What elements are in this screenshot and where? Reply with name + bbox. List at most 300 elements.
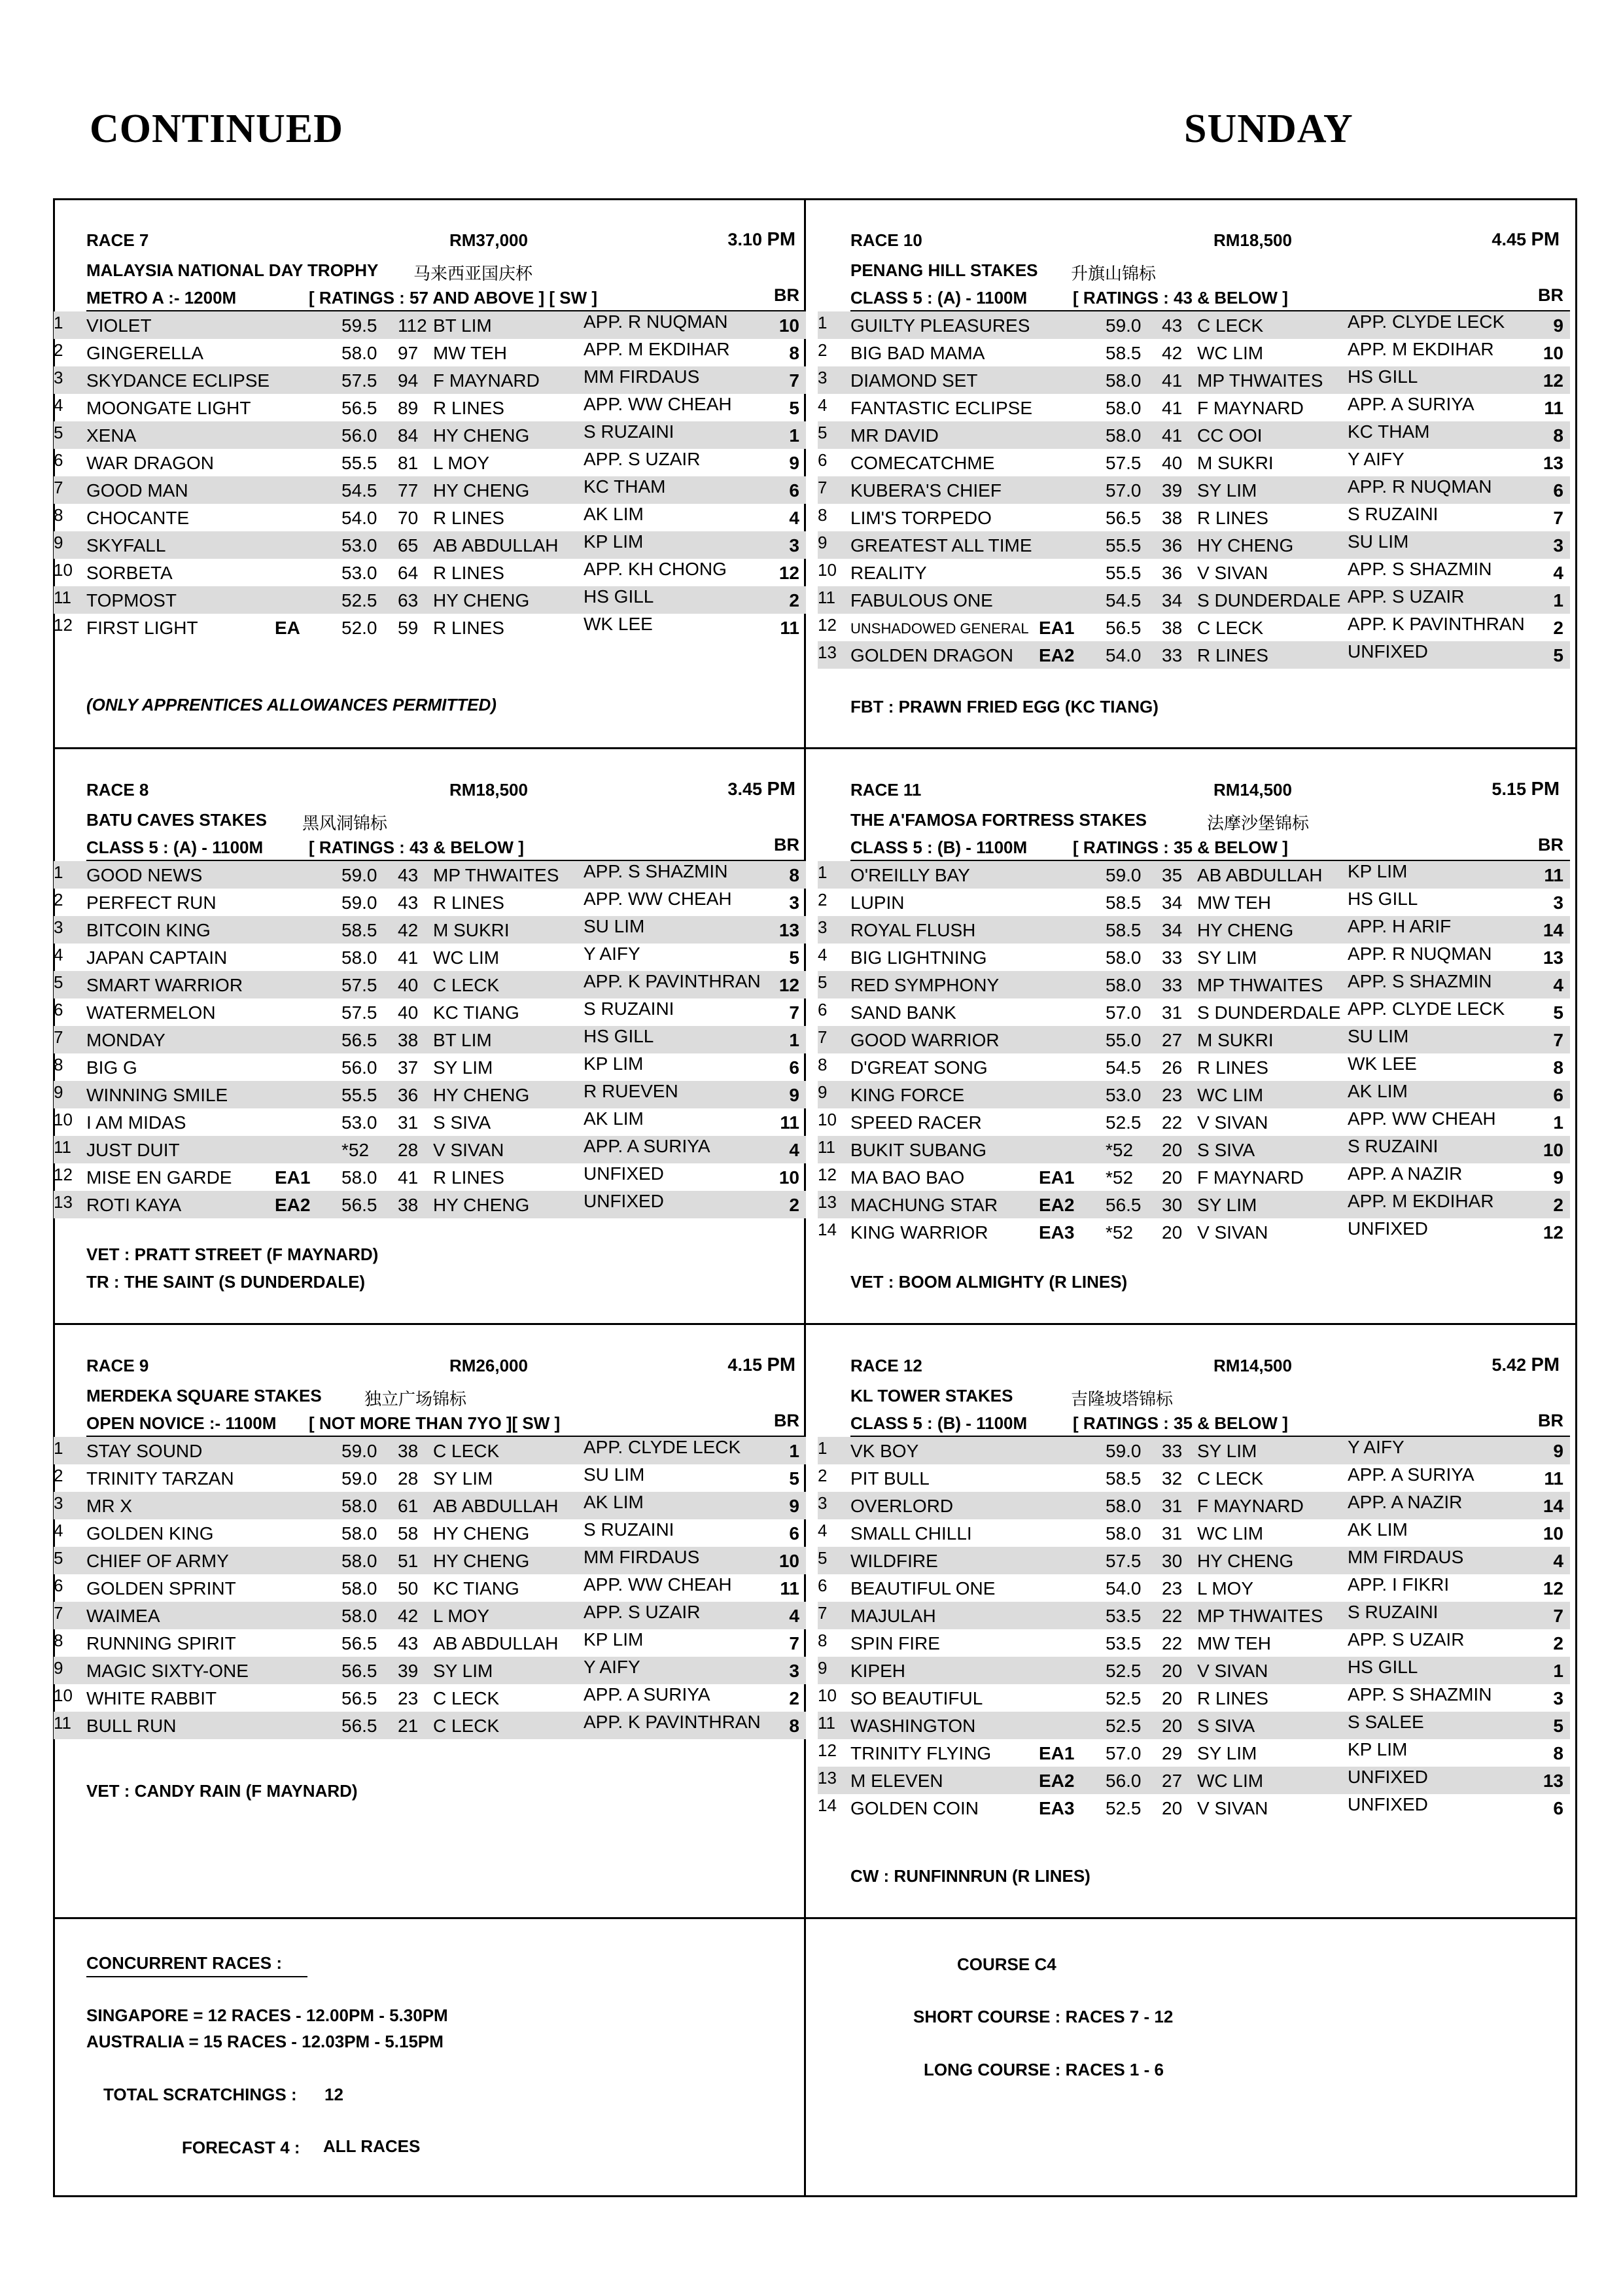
handicap-weight: 54.0 xyxy=(1106,1578,1142,1598)
table-row xyxy=(818,1163,1570,1191)
trainer-name: SY LIM xyxy=(433,1468,493,1489)
trainer-name: S DUNDERDALE xyxy=(1197,590,1341,610)
barrier-draw: 6 xyxy=(789,480,799,501)
horse-rating: 34 xyxy=(1162,892,1183,913)
jockey-name: S RUZAINI xyxy=(584,1519,674,1540)
horse-name: MACHUNG STAR xyxy=(850,1195,998,1215)
jockey-name: HS GILL xyxy=(1348,366,1418,387)
race-note: VET : CANDY RAIN (F MAYNARD) xyxy=(86,1781,358,1801)
table-row xyxy=(54,1191,806,1218)
runner-number: 1 xyxy=(818,1438,828,1458)
jockey-name: S RUZAINI xyxy=(584,421,674,442)
barrier-draw: 1 xyxy=(1553,590,1563,610)
jockey-name: Y AIFY xyxy=(584,944,640,964)
runner-number: 4 xyxy=(54,945,63,964)
jockey-name: HS GILL xyxy=(1348,889,1418,909)
barrier-draw: 9 xyxy=(789,1085,799,1105)
barrier-draw: 7 xyxy=(789,370,799,391)
race-prize: RM26,000 xyxy=(449,1356,528,1375)
jockey-name: APP. S UZAIR xyxy=(584,449,701,469)
runner-number: 6 xyxy=(54,1000,63,1019)
race-name: THE A'FAMOSA FORTRESS STAKES xyxy=(850,810,1147,830)
trainer-name: C LECK xyxy=(1197,618,1264,638)
jockey-name: APP. H ARIF xyxy=(1348,916,1452,936)
trainer-name: R LINES xyxy=(1197,1688,1268,1708)
horse-rating: 42 xyxy=(398,920,419,940)
jockey-name: Y AIFY xyxy=(1348,449,1405,469)
race-time-value: 4.45 xyxy=(1492,230,1526,249)
horse-name: I AM MIDAS xyxy=(86,1112,186,1133)
handicap-weight: 58.0 xyxy=(341,1496,377,1516)
table-row xyxy=(818,1492,1570,1519)
concurrent-australia: AUSTRALIA = 15 RACES - 12.03PM - 5.15PM xyxy=(86,2032,444,2051)
trainer-name: R LINES xyxy=(1197,1057,1268,1078)
barrier-header: BR xyxy=(774,1411,799,1430)
barrier-draw: 2 xyxy=(1553,1633,1563,1653)
handicap-weight: 54.5 xyxy=(1106,590,1142,610)
barrier-draw: 1 xyxy=(789,1030,799,1050)
race-ratings: [ RATINGS : 43 & BELOW ] xyxy=(309,838,524,857)
horse-rating: 20 xyxy=(1162,1661,1183,1681)
horse-rating: 63 xyxy=(398,590,419,610)
horse-rating: 65 xyxy=(398,535,419,556)
runner-table xyxy=(818,311,1570,669)
runner-number: 3 xyxy=(54,1493,63,1513)
trainer-name: R LINES xyxy=(433,892,504,913)
horse-rating: 22 xyxy=(1162,1112,1183,1133)
jockey-name: MM FIRDAUS xyxy=(584,1547,700,1567)
trainer-name: M SUKRI xyxy=(433,920,510,940)
runner-table xyxy=(54,311,806,641)
jockey-name: APP. WW CHEAH xyxy=(584,889,732,909)
barrier-draw: 4 xyxy=(1553,563,1563,583)
runner-number: 7 xyxy=(54,1603,63,1623)
runner-number: 5 xyxy=(54,1548,63,1568)
runner-number: 2 xyxy=(818,340,828,360)
barrier-draw: 2 xyxy=(789,1688,799,1708)
trainer-name: AB ABDULLAH xyxy=(1197,865,1323,885)
barrier-draw: 14 xyxy=(1543,1496,1563,1516)
jockey-name: R RUEVEN xyxy=(584,1081,678,1101)
jockey-name: APP. A SURIYA xyxy=(584,1136,710,1156)
jockey-name: APP. S SHAZMIN xyxy=(1348,559,1492,579)
table-row xyxy=(818,861,1570,889)
forecast-value: ALL RACES xyxy=(323,2136,421,2156)
race-time-ampm: PM xyxy=(1531,1354,1560,1375)
horse-name: SAND BANK xyxy=(850,1002,956,1023)
barrier-draw: 1 xyxy=(789,425,799,446)
runner-number: 10 xyxy=(54,1686,73,1705)
runner-number: 13 xyxy=(54,1192,73,1212)
barrier-header: BR xyxy=(1538,285,1563,305)
handicap-weight: 58.0 xyxy=(341,1523,377,1544)
barrier-draw: 1 xyxy=(1553,1661,1563,1681)
runner-number: 10 xyxy=(818,1110,837,1129)
jockey-name: SU LIM xyxy=(1348,1026,1409,1046)
table-row xyxy=(818,1053,1570,1081)
race-note: VET : PRATT STREET (F MAYNARD) xyxy=(86,1245,379,1264)
barrier-draw: 5 xyxy=(1553,1716,1563,1736)
barrier-draw: 11 xyxy=(780,1112,799,1133)
barrier-draw: 1 xyxy=(1553,1112,1563,1133)
table-row xyxy=(54,1712,806,1739)
horse-name: SO BEAUTIFUL xyxy=(850,1688,983,1708)
runner-number: 3 xyxy=(818,917,828,937)
emergency-acceptor: EA xyxy=(275,618,300,638)
barrier-draw: 5 xyxy=(1553,645,1563,665)
horse-rating: 31 xyxy=(1162,1002,1183,1023)
header-continued: CONTINUED xyxy=(90,107,343,151)
horse-rating: 20 xyxy=(1162,1167,1183,1188)
jockey-name: UNFIXED xyxy=(1348,1218,1428,1239)
jockey-name: APP. S UZAIR xyxy=(1348,586,1465,607)
handicap-weight: 52.5 xyxy=(341,590,377,610)
handicap-weight: 58.0 xyxy=(341,1578,377,1598)
barrier-draw: 12 xyxy=(1543,1578,1563,1598)
barrier-draw: 8 xyxy=(1553,1743,1563,1763)
jockey-name: APP. CLYDE LECK xyxy=(1348,998,1505,1019)
table-row xyxy=(818,1602,1570,1629)
table-row xyxy=(818,1739,1570,1767)
horse-rating: 22 xyxy=(1162,1606,1183,1626)
emergency-acceptor: EA3 xyxy=(1039,1798,1075,1818)
race-time-ampm: PM xyxy=(767,229,795,250)
horse-name: M ELEVEN xyxy=(850,1771,943,1791)
horse-rating: 43 xyxy=(398,865,419,885)
runner-number: 7 xyxy=(818,1603,828,1623)
emergency-acceptor: EA2 xyxy=(1039,1195,1075,1215)
barrier-draw: 9 xyxy=(1553,1167,1563,1188)
jockey-name: APP. K PAVINTHRAN xyxy=(584,971,761,991)
horse-rating: 27 xyxy=(1162,1030,1183,1050)
barrier-draw: 10 xyxy=(778,1551,799,1571)
horse-name: KUBERA'S CHIEF xyxy=(850,480,1002,501)
horse-rating: 40 xyxy=(398,975,419,995)
emergency-acceptor: EA2 xyxy=(275,1195,311,1215)
short-course: SHORT COURSE : RACES 7 - 12 xyxy=(913,2007,1174,2026)
barrier-draw: 3 xyxy=(789,892,799,913)
horse-rating: 28 xyxy=(398,1468,419,1489)
handicap-weight: 59.5 xyxy=(341,315,377,336)
table-row xyxy=(54,1464,806,1492)
horse-rating: 23 xyxy=(1162,1085,1183,1105)
jockey-name: AK LIM xyxy=(584,1108,644,1129)
runner-number: 12 xyxy=(54,615,73,635)
jockey-name: APP. A SURIYA xyxy=(584,1684,710,1704)
trainer-name: MW TEH xyxy=(1197,892,1272,913)
jockey-name: MM FIRDAUS xyxy=(584,366,700,387)
horse-name: WAIMEA xyxy=(86,1606,160,1626)
trainer-name: AB ABDULLAH xyxy=(433,535,559,556)
race-class: CLASS 5 : (B) - 1100M xyxy=(850,1413,1028,1433)
trainer-name: MW TEH xyxy=(433,343,508,363)
horse-rating: 39 xyxy=(1162,480,1183,501)
jockey-name: MM FIRDAUS xyxy=(1348,1547,1464,1567)
concurrent-races-title: CONCURRENT RACES : xyxy=(86,1953,282,1973)
table-row xyxy=(818,1026,1570,1053)
trainer-name: F MAYNARD xyxy=(1197,1167,1304,1188)
handicap-weight: 58.0 xyxy=(341,343,377,363)
table-row xyxy=(818,916,1570,944)
jockey-name: S RUZAINI xyxy=(1348,1602,1439,1622)
jockey-name: APP. CLYDE LECK xyxy=(1348,311,1505,332)
table-row xyxy=(54,1519,806,1547)
barrier-draw: 12 xyxy=(1543,370,1563,391)
runner-number: 7 xyxy=(818,478,828,497)
table-row xyxy=(818,1657,1570,1684)
course-label: COURSE C4 xyxy=(957,1954,1056,1974)
trainer-name: R LINES xyxy=(433,563,504,583)
horse-name: CHOCANTE xyxy=(86,508,190,528)
horse-name: KIPEH xyxy=(850,1661,906,1681)
handicap-weight: 52.0 xyxy=(341,618,377,638)
barrier-draw: 6 xyxy=(1553,1798,1563,1818)
runner-table xyxy=(54,861,806,1218)
trainer-name: C LECK xyxy=(1197,1468,1264,1489)
horse-name: MOONGATE LIGHT xyxy=(86,398,251,418)
race-time-value: 3.10 xyxy=(727,230,762,249)
runner-number: 9 xyxy=(818,1658,828,1678)
emergency-acceptor: EA3 xyxy=(1039,1222,1075,1243)
runner-number: 1 xyxy=(818,862,828,882)
runner-number: 2 xyxy=(818,1466,828,1485)
trainer-name: C LECK xyxy=(433,1688,500,1708)
barrier-draw: 8 xyxy=(1553,425,1563,446)
jockey-name: APP. WW CHEAH xyxy=(584,1574,732,1595)
handicap-weight: 53.5 xyxy=(1106,1633,1142,1653)
jockey-name: APP. A SURIYA xyxy=(1348,394,1475,414)
table-row xyxy=(54,1026,806,1053)
horse-rating: 38 xyxy=(398,1030,419,1050)
table-row xyxy=(54,421,806,449)
horse-rating: 30 xyxy=(1162,1551,1183,1571)
trainer-name: HY CHENG xyxy=(433,1551,530,1571)
race-time-ampm: PM xyxy=(1531,779,1560,800)
runner-number: 9 xyxy=(818,1082,828,1102)
horse-rating: 20 xyxy=(1162,1798,1183,1818)
jockey-name: HS GILL xyxy=(584,586,654,607)
barrier-header: BR xyxy=(774,285,799,305)
table-row xyxy=(818,476,1570,504)
trainer-name: HY CHENG xyxy=(433,1085,530,1105)
runner-number: 9 xyxy=(54,1658,63,1678)
table-row xyxy=(54,998,806,1026)
horse-name: WATERMELON xyxy=(86,1002,216,1023)
race-prize: RM37,000 xyxy=(449,230,528,250)
handicap-weight: 57.5 xyxy=(341,975,377,995)
handicap-weight: 57.5 xyxy=(1106,453,1142,473)
horse-rating: 38 xyxy=(1162,508,1183,528)
barrier-draw: 2 xyxy=(1553,618,1563,638)
runner-number: 10 xyxy=(54,560,73,580)
runner-number: 8 xyxy=(54,1055,63,1074)
race-note: VET : BOOM ALMIGHTY (R LINES) xyxy=(850,1272,1128,1292)
table-row xyxy=(818,1794,1570,1822)
race-8-block xyxy=(54,747,806,1292)
horse-rating: 23 xyxy=(398,1688,419,1708)
horse-name: ROTI KAYA xyxy=(86,1195,182,1215)
trainer-name: V SIVAN xyxy=(433,1140,504,1160)
horse-name: WILDFIRE xyxy=(850,1551,938,1571)
trainer-name: R LINES xyxy=(1197,508,1268,528)
handicap-weight: 58.5 xyxy=(1106,1468,1142,1489)
runner-number: 11 xyxy=(818,1713,835,1733)
handicap-weight: 55.5 xyxy=(341,453,377,473)
barrier-draw: 4 xyxy=(789,1606,799,1626)
barrier-draw: 7 xyxy=(789,1002,799,1023)
barrier-draw: 11 xyxy=(1544,1468,1563,1489)
horse-rating: 58 xyxy=(398,1523,419,1544)
handicap-weight: 53.0 xyxy=(341,563,377,583)
horse-rating: 21 xyxy=(398,1716,419,1736)
runner-number: 4 xyxy=(54,395,63,415)
barrier-header: BR xyxy=(774,835,799,855)
horse-name: JUST DUIT xyxy=(86,1140,180,1160)
horse-rating: 36 xyxy=(1162,535,1183,556)
horse-rating: 41 xyxy=(1162,370,1183,391)
race-9-block xyxy=(54,1323,806,1866)
handicap-weight: 59.0 xyxy=(341,865,377,885)
handicap-weight: 58.0 xyxy=(1106,425,1142,446)
runner-number: 4 xyxy=(818,395,828,415)
horse-rating: 33 xyxy=(1162,947,1183,968)
horse-name: PERFECT RUN xyxy=(86,892,217,913)
barrier-draw: 8 xyxy=(1553,1057,1563,1078)
barrier-draw: 13 xyxy=(1543,453,1563,473)
horse-rating: 31 xyxy=(1162,1523,1183,1544)
horse-rating: 70 xyxy=(398,508,419,528)
barrier-draw: 3 xyxy=(789,1661,799,1681)
race-note: TR : THE SAINT (S DUNDERDALE) xyxy=(86,1272,366,1292)
table-row xyxy=(54,1081,806,1108)
trainer-name: M SUKRI xyxy=(1197,1030,1274,1050)
barrier-draw: 6 xyxy=(789,1523,799,1544)
barrier-draw: 12 xyxy=(778,563,799,583)
race-class: METRO A :- 1200M xyxy=(86,288,237,308)
horse-name: ROYAL FLUSH xyxy=(850,920,976,940)
jockey-name: SU LIM xyxy=(1348,531,1409,552)
header-day: SUNDAY xyxy=(1184,107,1353,151)
jockey-name: APP. M EKDIHAR xyxy=(1348,339,1494,359)
jockey-name: HS GILL xyxy=(1348,1657,1418,1677)
handicap-weight: 55.5 xyxy=(1106,563,1142,583)
horse-name: BIG G xyxy=(86,1057,137,1078)
horse-name: STAY SOUND xyxy=(86,1441,203,1461)
handicap-weight: 54.0 xyxy=(1106,645,1142,665)
runner-number: 6 xyxy=(818,450,828,470)
table-row xyxy=(818,586,1570,614)
handicap-weight: 52.5 xyxy=(1106,1716,1142,1736)
runner-number: 10 xyxy=(818,560,837,580)
barrier-draw: 8 xyxy=(789,865,799,885)
runner-number: 5 xyxy=(54,423,63,442)
trainer-name: V SIVAN xyxy=(1197,1798,1268,1818)
table-row xyxy=(54,1136,806,1163)
table-row xyxy=(54,1629,806,1657)
handicap-weight: 52.5 xyxy=(1106,1688,1142,1708)
trainer-name: HY CHENG xyxy=(433,1523,530,1544)
jockey-name: UNFIXED xyxy=(584,1163,664,1184)
table-row xyxy=(54,916,806,944)
race-name: MALAYSIA NATIONAL DAY TROPHY xyxy=(86,260,379,280)
trainer-name: S SIVA xyxy=(433,1112,491,1133)
concurrent-singapore: SINGAPORE = 12 RACES - 12.00PM - 5.30PM xyxy=(86,2005,448,2025)
trainer-name: HY CHENG xyxy=(433,425,530,446)
emergency-acceptor: EA1 xyxy=(1039,1743,1075,1763)
runner-number: 2 xyxy=(818,890,828,910)
handicap-weight: 57.5 xyxy=(1106,1551,1142,1571)
horse-name: MAJULAH xyxy=(850,1606,936,1626)
table-row xyxy=(54,1492,806,1519)
runner-number: 2 xyxy=(54,1466,63,1485)
handicap-weight: 59.0 xyxy=(1106,865,1142,885)
race-10-block xyxy=(818,198,1570,741)
jockey-name: UNFIXED xyxy=(1348,1767,1428,1787)
table-row xyxy=(54,1602,806,1629)
trainer-name: AB ABDULLAH xyxy=(433,1496,559,1516)
runner-number: 13 xyxy=(818,1192,837,1212)
handicap-weight: 54.0 xyxy=(341,508,377,528)
trainer-name: R LINES xyxy=(433,508,504,528)
horse-rating: 39 xyxy=(398,1661,419,1681)
race-class: CLASS 5 : (B) - 1100M xyxy=(850,838,1028,857)
barrier-draw: 6 xyxy=(789,1057,799,1078)
barrier-draw: 4 xyxy=(789,1140,799,1160)
race-name-chinese: 法摩沙堡锦标 xyxy=(1207,814,1310,834)
barrier-draw: 7 xyxy=(1553,508,1563,528)
runner-number: 2 xyxy=(54,890,63,910)
horse-name: KING FORCE xyxy=(850,1085,965,1105)
handicap-weight: 56.5 xyxy=(341,1633,377,1653)
trainer-name: BT LIM xyxy=(433,315,492,336)
horse-name: SKYFALL xyxy=(86,535,166,556)
table-row xyxy=(54,944,806,971)
runner-number: 9 xyxy=(54,1082,63,1102)
race-ratings: [ RATINGS : 43 & BELOW ] xyxy=(1073,288,1288,308)
jockey-name: APP. CLYDE LECK xyxy=(584,1437,741,1457)
table-row xyxy=(818,1081,1570,1108)
race-time-value: 5.15 xyxy=(1492,779,1526,799)
table-row xyxy=(54,889,806,916)
horse-name: WHITE RABBIT xyxy=(86,1688,217,1708)
handicap-weight: 58.0 xyxy=(1106,398,1142,418)
handicap-weight: 58.0 xyxy=(341,947,377,968)
trainer-name: WC LIM xyxy=(1197,1523,1264,1544)
handicap-weight: 59.0 xyxy=(1106,1441,1142,1461)
barrier-draw: 13 xyxy=(1543,1771,1563,1791)
barrier-draw: 11 xyxy=(780,1578,799,1598)
trainer-name: V SIVAN xyxy=(1197,563,1268,583)
race-note: FBT : PRAWN FRIED EGG (KC TIANG) xyxy=(850,697,1159,716)
jockey-name: APP. I FIKRI xyxy=(1348,1574,1450,1595)
trainer-name: S SIVA xyxy=(1197,1140,1255,1160)
trainer-name: SY LIM xyxy=(1197,1743,1257,1763)
horse-rating: 28 xyxy=(398,1140,419,1160)
horse-name: GREATEST ALL TIME xyxy=(850,535,1032,556)
handicap-weight: *52 xyxy=(1106,1222,1134,1243)
runner-number: 8 xyxy=(54,505,63,525)
table-row xyxy=(818,531,1570,559)
barrier-draw: 8 xyxy=(789,1716,799,1736)
race-number: RACE 11 xyxy=(850,780,922,800)
jockey-name: AK LIM xyxy=(1348,1519,1408,1540)
runner-number: 11 xyxy=(818,1137,835,1157)
barrier-draw: 7 xyxy=(789,1633,799,1653)
horse-rating: 30 xyxy=(1162,1195,1183,1215)
horse-name: TRINITY TARZAN xyxy=(86,1468,234,1489)
jockey-name: KP LIM xyxy=(1348,861,1408,881)
race-prize: RM18,500 xyxy=(1213,230,1292,250)
